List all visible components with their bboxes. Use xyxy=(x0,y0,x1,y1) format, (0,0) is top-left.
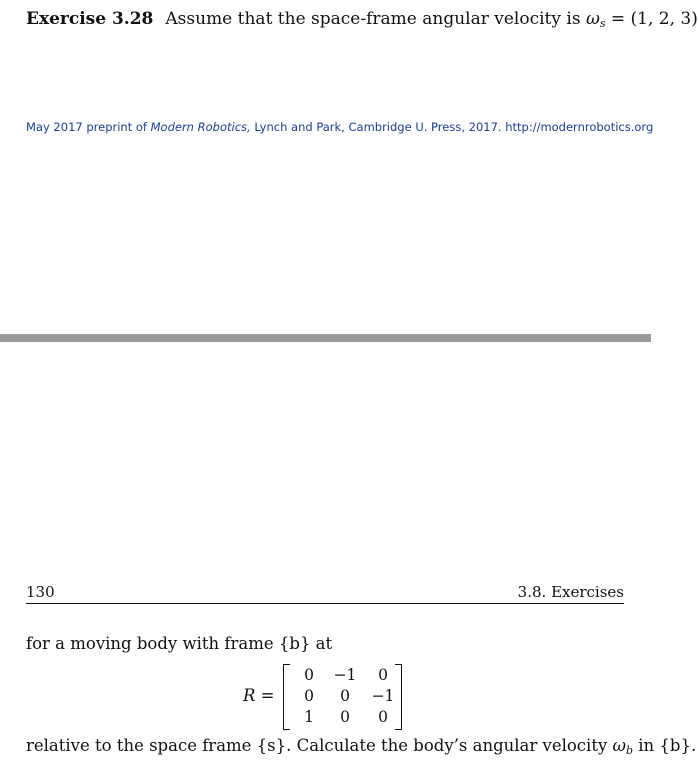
exercise-statement xyxy=(26,8,698,35)
preprint-footer xyxy=(26,120,653,134)
matrix-lhs: R = xyxy=(243,686,275,705)
exercise-label: Exercise 3.28 xyxy=(26,9,154,29)
matrix-right-bracket xyxy=(395,664,402,730)
omega-b-subscript: b xyxy=(625,744,634,757)
omega-s-symbol: ω xyxy=(585,9,600,29)
footer-book-title: Modern Robotics, xyxy=(150,120,251,134)
omega-b-symbol: ω xyxy=(612,736,626,755)
matrix-entry: 0 xyxy=(378,666,388,684)
omega-s-value: = (1, 2, 3) xyxy=(605,9,698,29)
matrix-entry: 0 xyxy=(378,708,388,726)
matrix-entry: 1 xyxy=(304,708,314,726)
matrix-entry: 0 xyxy=(340,687,350,705)
exercise-text: Assume that the space-frame angular velocity is xyxy=(165,9,581,29)
matrix-entry: −1 xyxy=(371,687,395,705)
footer-prefix: May 2017 preprint of xyxy=(26,120,151,134)
matrix-entry: 0 xyxy=(340,708,350,726)
matrix-entries xyxy=(291,665,403,728)
page-top xyxy=(0,0,698,334)
omega-s-subscript: s xyxy=(599,17,606,30)
body-line-question xyxy=(26,736,696,757)
body-line-frame: for a moving body with frame {b} at xyxy=(26,634,333,653)
page-divider xyxy=(0,334,651,342)
footer-suffix[interactable]: Lynch and Park, Cambridge U. Press, 2017. http://modernrobotics.org xyxy=(250,120,654,134)
question-suffix: in {b}. xyxy=(633,736,697,755)
question-text: relative to the space frame {s}. Calculate the body’s angular velocity xyxy=(26,736,613,755)
matrix-left-bracket xyxy=(283,664,290,730)
matrix-entry: −1 xyxy=(333,666,357,684)
section-title: 3.8. Exercises xyxy=(517,583,624,601)
page-number: 130 xyxy=(26,583,55,601)
matrix-entry: 0 xyxy=(304,666,314,684)
matrix-entry: 0 xyxy=(304,687,314,705)
running-head xyxy=(26,583,624,604)
